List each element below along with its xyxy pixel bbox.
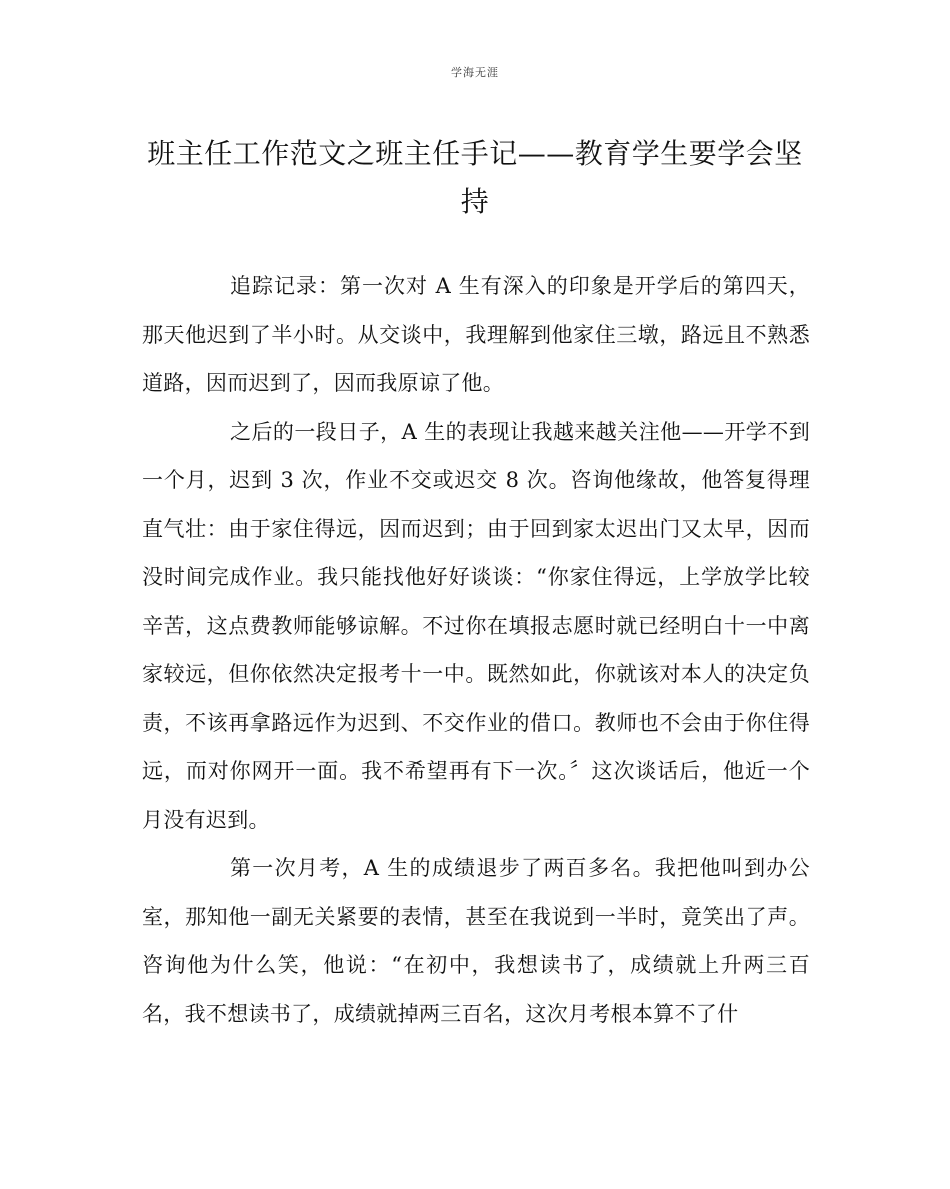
paragraph-3: 第一次月考，A 生的成绩退步了两百多名。我把他叫到办公室，那知他一副无关紧要的表情，甚至在我说到一半时，竟笑出了声。咨询他为什么笑，他说：“在初中，我想读书了，成绩就上升两三百名，我不想读书了，成绩就掉两三百名，这次月考根本算不了什 bbox=[142, 856, 810, 1026]
page-header: 学海无涯 bbox=[451, 66, 499, 79]
document-body bbox=[142, 262, 810, 1038]
paragraph-2: 之后的一段日子，A 生的表现让我越来越关注他——开学不到一个月，迟到 3 次，作业不交或迟交 8 次。咨询他缘故，他答复得理直气壮：由于家住得远，因而迟到；由于回到家太迟出门又太早，因而没时间完成作业。我只能找他好好谈谈：“你家住得远，上学放学比较辛苦，这点费教师能够谅解。不过你在填报志愿时就已经明白十一中离家较远，但你依然决定报考十一中。既然如此，你就该对本人的决定负责，不该再拿路远作为迟到、不交作业的借口。教师也不会由于你住得远，而对你网开一面。我不希望再有下一次。〞这次谈话后，他近一个月没有迟到。 bbox=[142, 419, 810, 832]
document-title: 班主任工作范文之班主任手记——教育学生要学会坚持 bbox=[147, 137, 803, 218]
paragraph-1: 追踪记录：第一次对 A 生有深入的印象是开学后的第四天，那天他迟到了半小时。从交谈中，我理解到他家住三墩，路远且不熟悉道路，因而迟到了，因而我原谅了他。 bbox=[142, 274, 810, 395]
